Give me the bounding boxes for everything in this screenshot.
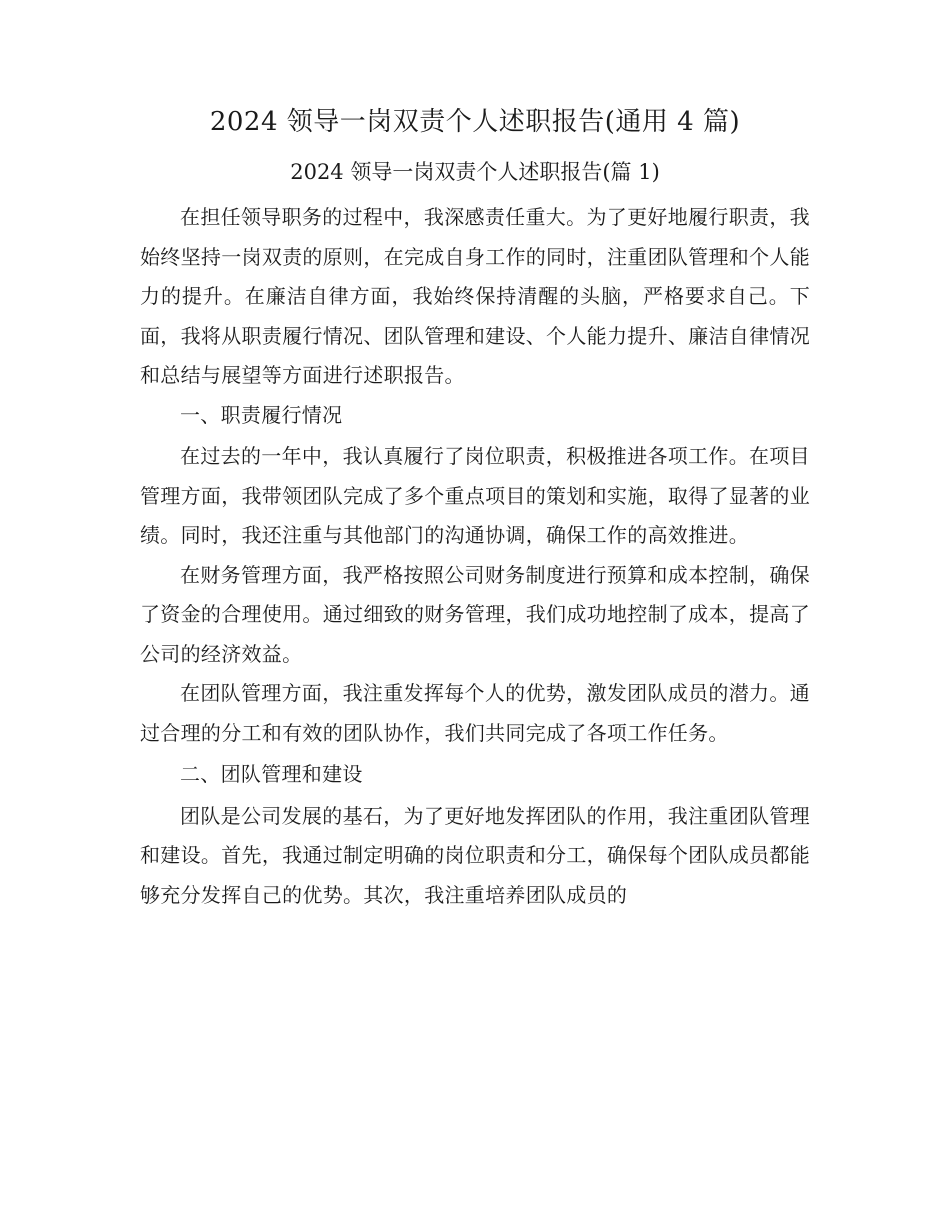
paragraph-project-management: 在过去的一年中，我认真履行了岗位职责，积极推进各项工作。在项目管理方面，我带领团队完成了多个重点项目的策划和实施，取得了显著的业绩。同时，我还注重与其他部门的沟通协调，确保工作的高效推进。 [140,444,810,547]
section-title: 2024 领导一岗双责个人述职报告(篇 1) [290,160,660,184]
heading-duty-performance: 一、职责履行情况 [180,402,343,427]
heading-team-building: 二、团队管理和建设 [180,762,363,786]
document-title: 2024 领导一岗双责个人述职报告(通用 4 篇) [209,107,741,137]
paragraph-financial-management: 在财务管理方面，我严格按照公司财务制度进行预算和成本控制，确保了资金的合理使用。通过细致的财务管理，我们成功地控制了成本，提高了公司的经济效益。 [140,562,810,666]
paragraph-team-foundation: 团队是公司发展的基石，为了更好地发挥团队的作用，我注重团队管理和建设。首先，我通过制定明确的岗位职责和分工，确保每个团队成员都能够充分发挥自己的优势。其次，我注重培养团队成员的 [140,803,810,907]
paragraph-team-management: 在团队管理方面，我注重发挥每个人的优势，激发团队成员的潜力。通过合理的分工和有效的团队协作，我们共同完成了各项工作任务。 [140,681,810,745]
document-body [140,100,810,915]
paragraph-intro: 在担任领导职务的过程中，我深感责任重大。为了更好地履行职责，我始终坚持一岗双责的原则，在完成自身工作的同时，注重团队管理和个人能力的提升。在廉洁自律方面，我始终保持清醒的头脑，严格要求自己。下面，我将从职责履行情况、团队管理和建设、个人能力提升、廉洁自律情况和总结与展望等方面进行述职报告。 [140,205,810,387]
